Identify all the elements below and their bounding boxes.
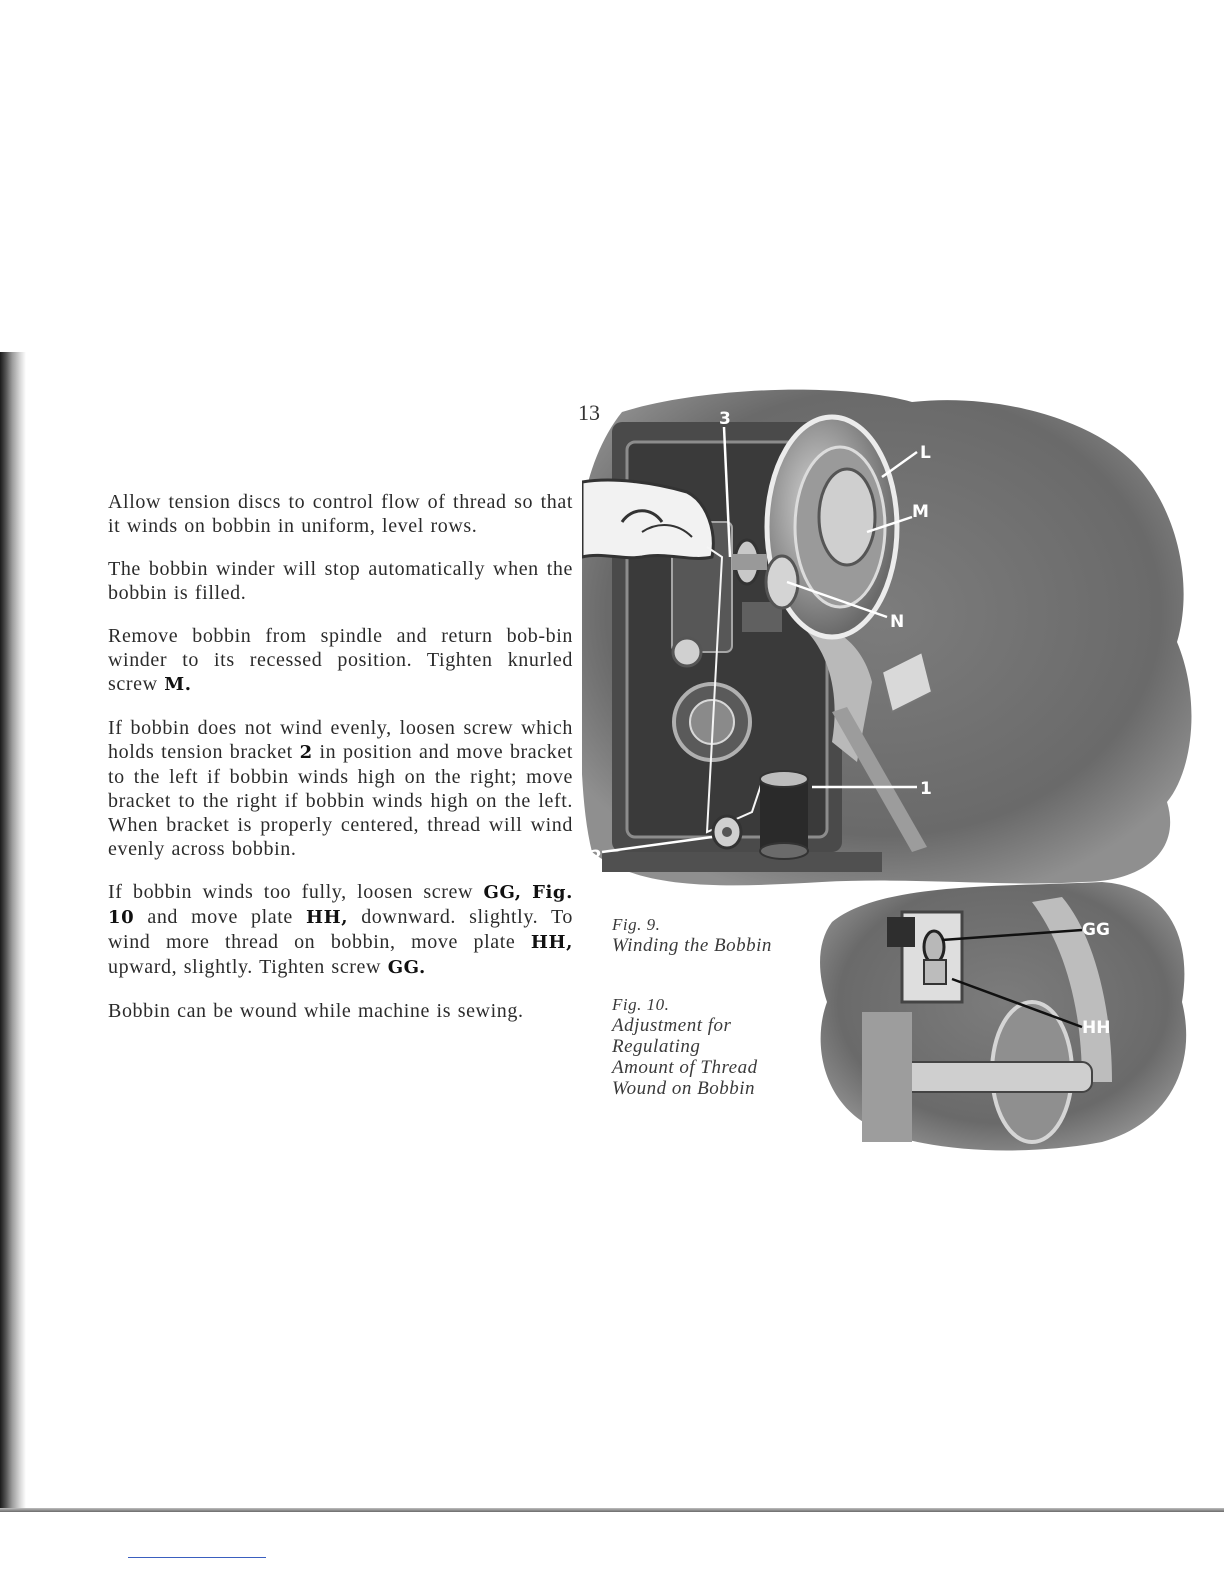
caption-fig10-line: Regulating xyxy=(612,1036,701,1057)
paragraph-text: downward. slightly. To wind more thread on bobbin, move plate xyxy=(108,906,573,953)
bold-reference: HH, xyxy=(306,907,349,928)
label-hh: HH xyxy=(1082,1018,1111,1038)
paragraph xyxy=(108,557,573,605)
label-2: 2 xyxy=(590,847,602,867)
caption-fig10-number: Fig. 10. xyxy=(612,995,670,1014)
paragraph-text: The bobbin winder will stop automatically when the bobbin is filled. xyxy=(108,558,573,604)
bold-reference: GG. xyxy=(387,957,426,978)
caption-fig9-title: Winding the Bobbin xyxy=(612,935,772,956)
paragraph xyxy=(108,999,573,1023)
bold-reference: GG, xyxy=(483,882,522,903)
caption-fig9 xyxy=(612,914,832,956)
paragraph-text: Allow tension discs to control flow of thread so that it winds on bobbin in uniform, level rows. xyxy=(108,491,573,537)
paragraph xyxy=(108,624,573,697)
paragraph-text xyxy=(522,881,532,903)
caption-fig10-line: Wound on Bobbin xyxy=(612,1078,755,1099)
paragraph-text: and move plate xyxy=(134,906,307,928)
paragraph xyxy=(108,490,573,538)
paragraph-text: upward, slightly. Tighten screw xyxy=(108,956,388,978)
caption-fig9-number: Fig. 9. xyxy=(612,915,661,934)
page-bottom-edge xyxy=(0,1508,1224,1512)
label-n: N xyxy=(890,612,905,632)
paragraph-text: Bobbin can be wound while machine is sewing. xyxy=(108,1000,524,1022)
bold-reference: M. xyxy=(164,674,192,695)
paragraph-text: Remove bobbin from spindle and return bob-bin winder to its recessed position. Tighten knurled screw xyxy=(108,625,573,695)
label-m: M xyxy=(912,502,929,522)
paragraph-text: If bobbin winds too fully, loosen screw xyxy=(108,881,484,903)
label-gg: GG xyxy=(1082,920,1110,940)
page-number: 13 xyxy=(578,400,600,425)
thread-spool xyxy=(760,771,808,859)
hand-wheel xyxy=(766,417,897,637)
paragraph-text: in position and move bracket to the left if bobbin winds high on the right; move bracket to the right if bobbin winds high on the left. When bracket is properly centered, thread will wind evenly across bobbin. xyxy=(108,741,573,860)
footnote-rule xyxy=(128,1557,266,1558)
paragraph-text: If bobbin does not wind evenly, loosen screw which holds tension bracket xyxy=(108,717,573,763)
caption-fig10-line: Adjustment for xyxy=(612,1015,732,1036)
label-3: 3 xyxy=(719,409,731,429)
bold-reference: HH, xyxy=(530,932,573,953)
label-1: 1 xyxy=(920,779,932,799)
caption-fig10-line: Amount of Thread xyxy=(612,1057,758,1078)
tension-bracket xyxy=(713,816,741,848)
book-spine-shadow xyxy=(0,352,26,1512)
label-l: L xyxy=(920,443,931,463)
body-text xyxy=(108,490,573,1042)
paragraph xyxy=(108,716,573,861)
paragraph xyxy=(108,880,573,980)
bold-reference: 2 xyxy=(299,742,313,763)
bold-reference: Fig. 10 xyxy=(108,882,573,928)
caption-fig10 xyxy=(612,994,832,1099)
